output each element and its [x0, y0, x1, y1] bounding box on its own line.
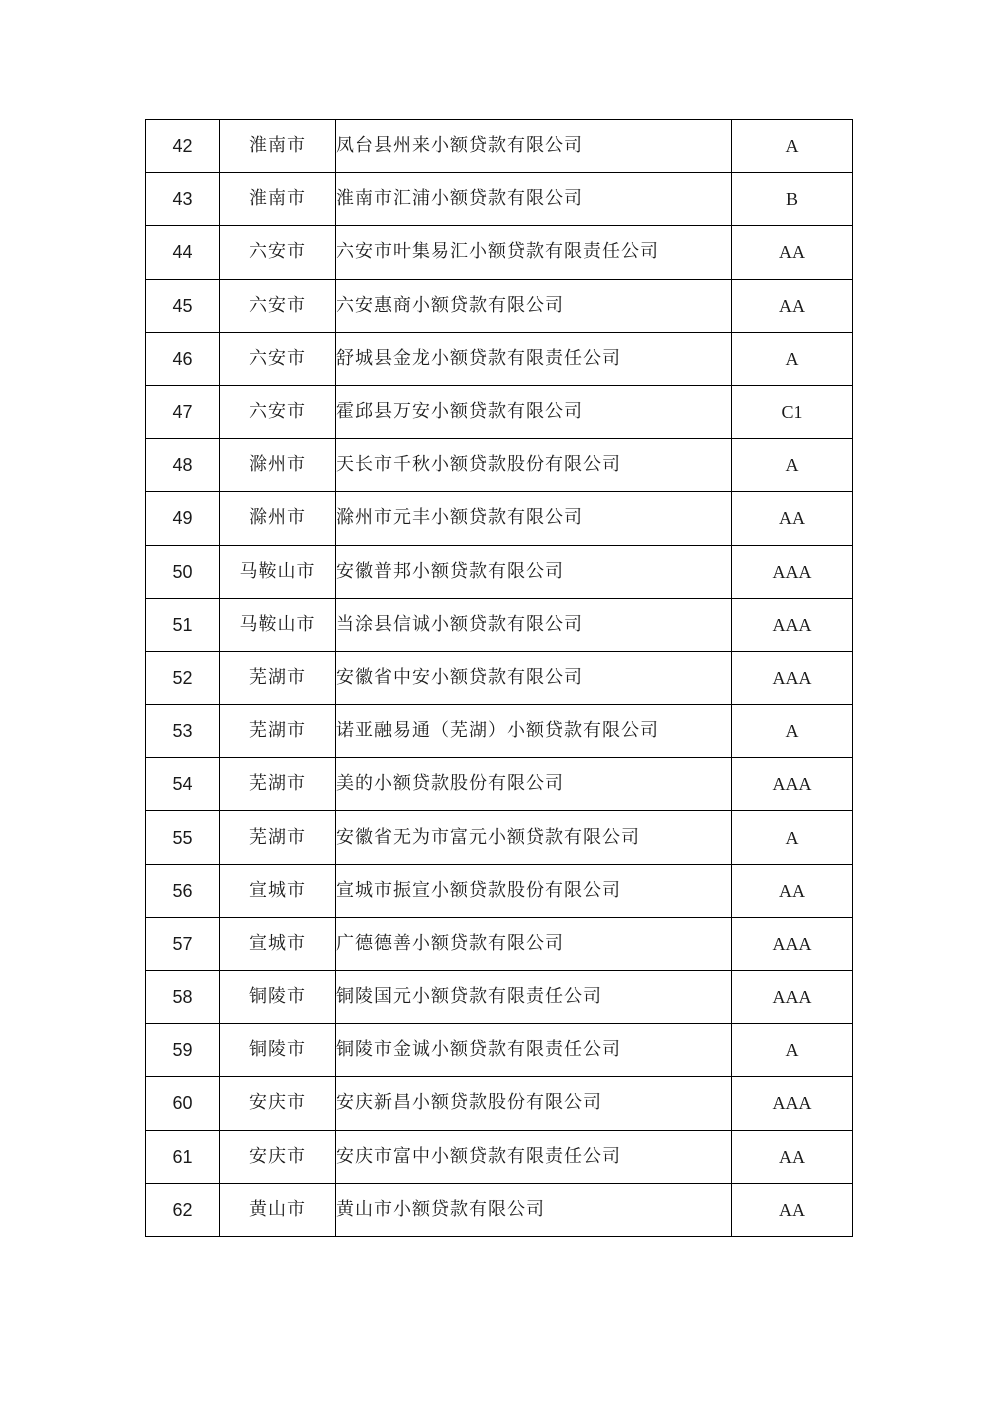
table-row — [146, 1024, 853, 1077]
company-rating-table — [145, 119, 853, 1237]
cell-serial-number: 46 — [146, 332, 220, 385]
table-row — [146, 1130, 853, 1183]
cell-rating: AAA — [732, 545, 853, 598]
table-row — [146, 864, 853, 917]
cell-rating: AA — [732, 492, 853, 545]
cell-company-name: 安徽省中安小额贷款有限公司 — [336, 651, 732, 704]
cell-city: 六安市 — [220, 332, 336, 385]
cell-serial-number: 55 — [146, 811, 220, 864]
table-row — [146, 492, 853, 545]
table-row — [146, 917, 853, 970]
cell-company-name: 宣城市振宣小额贷款股份有限公司 — [336, 864, 732, 917]
cell-rating: AAA — [732, 651, 853, 704]
cell-company-name: 天长市千秋小额贷款股份有限公司 — [336, 439, 732, 492]
table-row — [146, 385, 853, 438]
cell-rating: AA — [732, 226, 853, 279]
cell-city: 六安市 — [220, 279, 336, 332]
table-row — [146, 1183, 853, 1236]
cell-company-name: 安庆新昌小额贷款股份有限公司 — [336, 1077, 732, 1130]
cell-company-name: 安徽普邦小额贷款有限公司 — [336, 545, 732, 598]
cell-company-name: 铜陵国元小额贷款有限责任公司 — [336, 971, 732, 1024]
cell-serial-number: 59 — [146, 1024, 220, 1077]
table-row — [146, 811, 853, 864]
cell-rating: AAA — [732, 971, 853, 1024]
cell-serial-number: 56 — [146, 864, 220, 917]
cell-serial-number: 42 — [146, 120, 220, 173]
cell-serial-number: 60 — [146, 1077, 220, 1130]
table-row — [146, 598, 853, 651]
cell-serial-number: 58 — [146, 971, 220, 1024]
cell-city: 芜湖市 — [220, 758, 336, 811]
cell-company-name: 淮南市汇浦小额贷款有限公司 — [336, 173, 732, 226]
cell-company-name: 六安惠商小额贷款有限公司 — [336, 279, 732, 332]
cell-rating: AA — [732, 1130, 853, 1183]
cell-company-name: 诺亚融易通（芜湖）小额贷款有限公司 — [336, 705, 732, 758]
cell-city: 马鞍山市 — [220, 598, 336, 651]
cell-city: 芜湖市 — [220, 705, 336, 758]
table-row — [146, 545, 853, 598]
table-body — [146, 120, 853, 1237]
table-row — [146, 120, 853, 173]
cell-rating: A — [732, 439, 853, 492]
table-row — [146, 226, 853, 279]
cell-serial-number: 51 — [146, 598, 220, 651]
cell-company-name: 当涂县信诚小额贷款有限公司 — [336, 598, 732, 651]
cell-serial-number: 61 — [146, 1130, 220, 1183]
cell-serial-number: 47 — [146, 385, 220, 438]
cell-rating: AAA — [732, 917, 853, 970]
cell-company-name: 铜陵市金诚小额贷款有限责任公司 — [336, 1024, 732, 1077]
cell-company-name: 黄山市小额贷款有限公司 — [336, 1183, 732, 1236]
cell-company-name: 美的小额贷款股份有限公司 — [336, 758, 732, 811]
cell-rating: B — [732, 173, 853, 226]
cell-serial-number: 50 — [146, 545, 220, 598]
cell-city: 六安市 — [220, 226, 336, 279]
cell-serial-number: 62 — [146, 1183, 220, 1236]
cell-company-name: 六安市叶集易汇小额贷款有限责任公司 — [336, 226, 732, 279]
table-row — [146, 758, 853, 811]
cell-serial-number: 49 — [146, 492, 220, 545]
cell-city: 铜陵市 — [220, 1024, 336, 1077]
cell-city: 六安市 — [220, 385, 336, 438]
cell-rating: A — [732, 811, 853, 864]
cell-city: 黄山市 — [220, 1183, 336, 1236]
cell-serial-number: 57 — [146, 917, 220, 970]
cell-rating: AA — [732, 279, 853, 332]
cell-serial-number: 43 — [146, 173, 220, 226]
cell-city: 马鞍山市 — [220, 545, 336, 598]
cell-rating: A — [732, 332, 853, 385]
table-row — [146, 173, 853, 226]
cell-rating: C1 — [732, 385, 853, 438]
cell-rating: AAA — [732, 1077, 853, 1130]
cell-serial-number: 53 — [146, 705, 220, 758]
cell-rating: A — [732, 1024, 853, 1077]
cell-serial-number: 45 — [146, 279, 220, 332]
cell-rating: A — [732, 705, 853, 758]
cell-company-name: 舒城县金龙小额贷款有限责任公司 — [336, 332, 732, 385]
cell-city: 芜湖市 — [220, 811, 336, 864]
cell-serial-number: 54 — [146, 758, 220, 811]
table-row — [146, 971, 853, 1024]
table-row — [146, 651, 853, 704]
cell-city: 铜陵市 — [220, 971, 336, 1024]
cell-city: 淮南市 — [220, 173, 336, 226]
cell-serial-number: 52 — [146, 651, 220, 704]
cell-serial-number: 44 — [146, 226, 220, 279]
table-row — [146, 705, 853, 758]
cell-serial-number: 48 — [146, 439, 220, 492]
table-row — [146, 1077, 853, 1130]
cell-city: 宣城市 — [220, 917, 336, 970]
cell-company-name: 霍邱县万安小额贷款有限公司 — [336, 385, 732, 438]
cell-city: 淮南市 — [220, 120, 336, 173]
cell-rating: A — [732, 120, 853, 173]
cell-company-name: 安徽省无为市富元小额贷款有限公司 — [336, 811, 732, 864]
cell-rating: AAA — [732, 758, 853, 811]
cell-city: 安庆市 — [220, 1077, 336, 1130]
table-row — [146, 332, 853, 385]
cell-city: 芜湖市 — [220, 651, 336, 704]
cell-city: 滁州市 — [220, 439, 336, 492]
cell-rating: AAA — [732, 598, 853, 651]
cell-city: 宣城市 — [220, 864, 336, 917]
cell-rating: AA — [732, 864, 853, 917]
cell-company-name: 安庆市富中小额贷款有限责任公司 — [336, 1130, 732, 1183]
table-row — [146, 279, 853, 332]
table-row — [146, 439, 853, 492]
cell-rating: AA — [732, 1183, 853, 1236]
cell-city: 安庆市 — [220, 1130, 336, 1183]
cell-company-name: 凤台县州来小额贷款有限公司 — [336, 120, 732, 173]
cell-company-name: 滁州市元丰小额贷款有限公司 — [336, 492, 732, 545]
cell-company-name: 广德德善小额贷款有限公司 — [336, 917, 732, 970]
cell-city: 滁州市 — [220, 492, 336, 545]
